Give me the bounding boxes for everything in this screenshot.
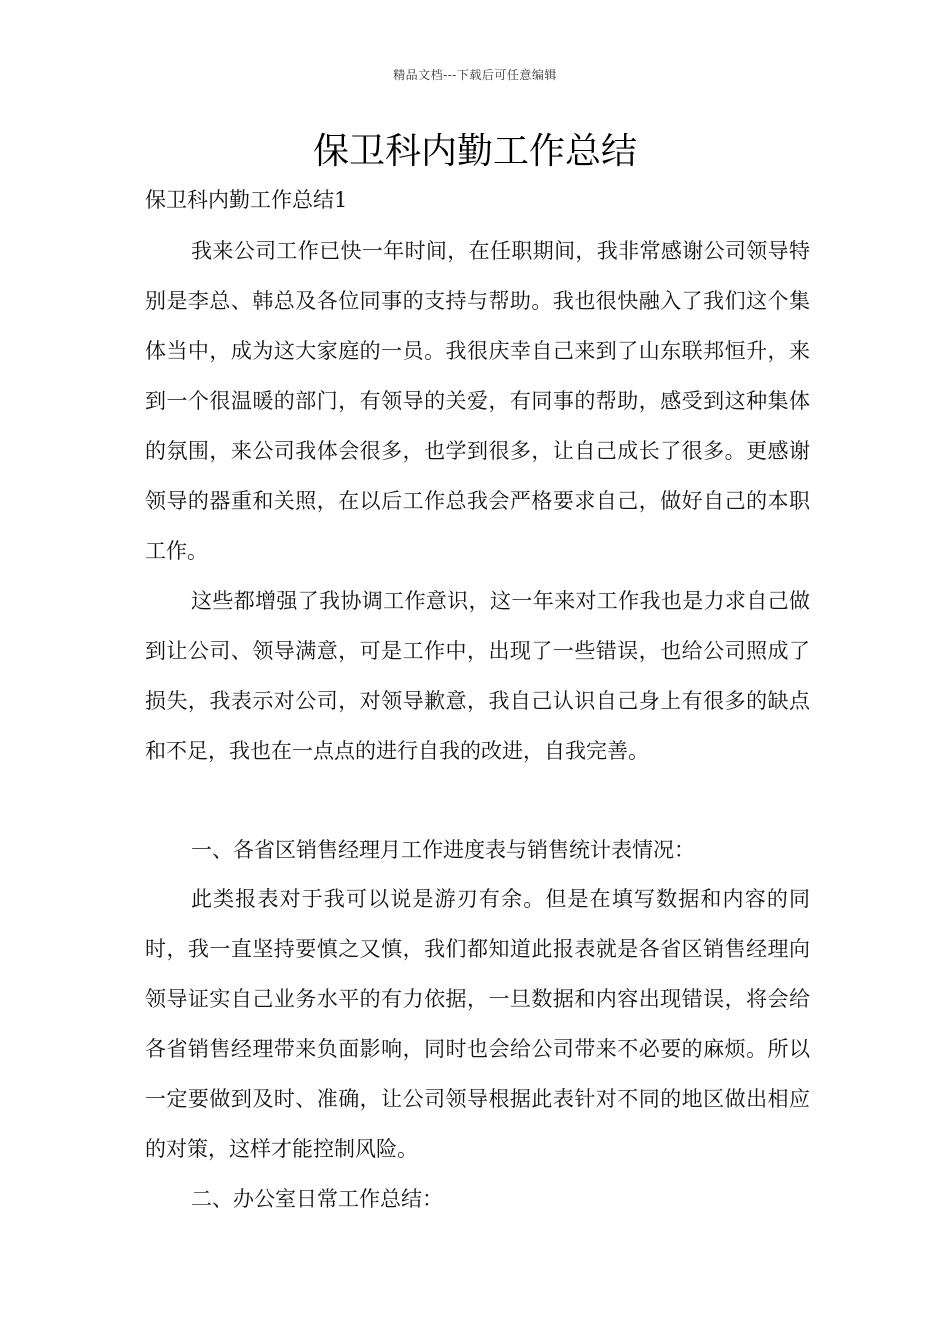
header-note: 精品文档---下载后可任意编辑	[393, 68, 557, 82]
paragraph-reflection: 这些都增强了我协调工作意识，这一年来对工作我也是力求自己做到让公司、领导满意，可是工作中，出现了一些错误，也给公司照成了损失，我表示对公司，对领导歉意，我自己认识自己身上有很多的缺点和不足，我也在一点点的进行自我的改进，自我完善。	[145, 589, 810, 763]
paragraph-intro: 我来公司工作已快一年时间，在任职期间，我非常感谢公司领导特别是李总、韩总及各位同事的支持与帮助。我也很快融入了我们这个集体当中，成为这大家庭的一员。我很庆幸自己来到了山东联邦恒升，来到一个很温暖的部门，有领导的关爱，有同事的帮助，感受到这种集体的氛围，来公司我体会很多，也学到很多，让自己成长了很多。更感谢领导的器重和关照，在以后工作总我会严格要求自己，做好自己的本职工作。	[145, 239, 810, 563]
section-heading-office: 二、办公室日常工作总结：	[191, 1187, 443, 1211]
document-title: 保卫科内勤工作总结	[312, 131, 637, 172]
section-heading-reports: 一、各省区销售经理月工作进度表与销售统计表情况：	[191, 838, 695, 862]
paragraph-reports: 此类报表对于我可以说是游刃有余。但是在填写数据和内容的同时，我一直坚持要慎之又慎，我们都知道此报表就是各省区销售经理向领导证实自己业务水平的有力依据，一旦数据和内容出现错误，将会给各省销售经理带来负面影响，同时也会给公司带来不必要的麻烦。所以一定要做到及时、准确，让公司领导根据此表针对不同的地区做出相应的对策，这样才能控制风险。	[145, 887, 810, 1161]
document-subtitle: 保卫科内勤工作总结1	[145, 188, 348, 212]
